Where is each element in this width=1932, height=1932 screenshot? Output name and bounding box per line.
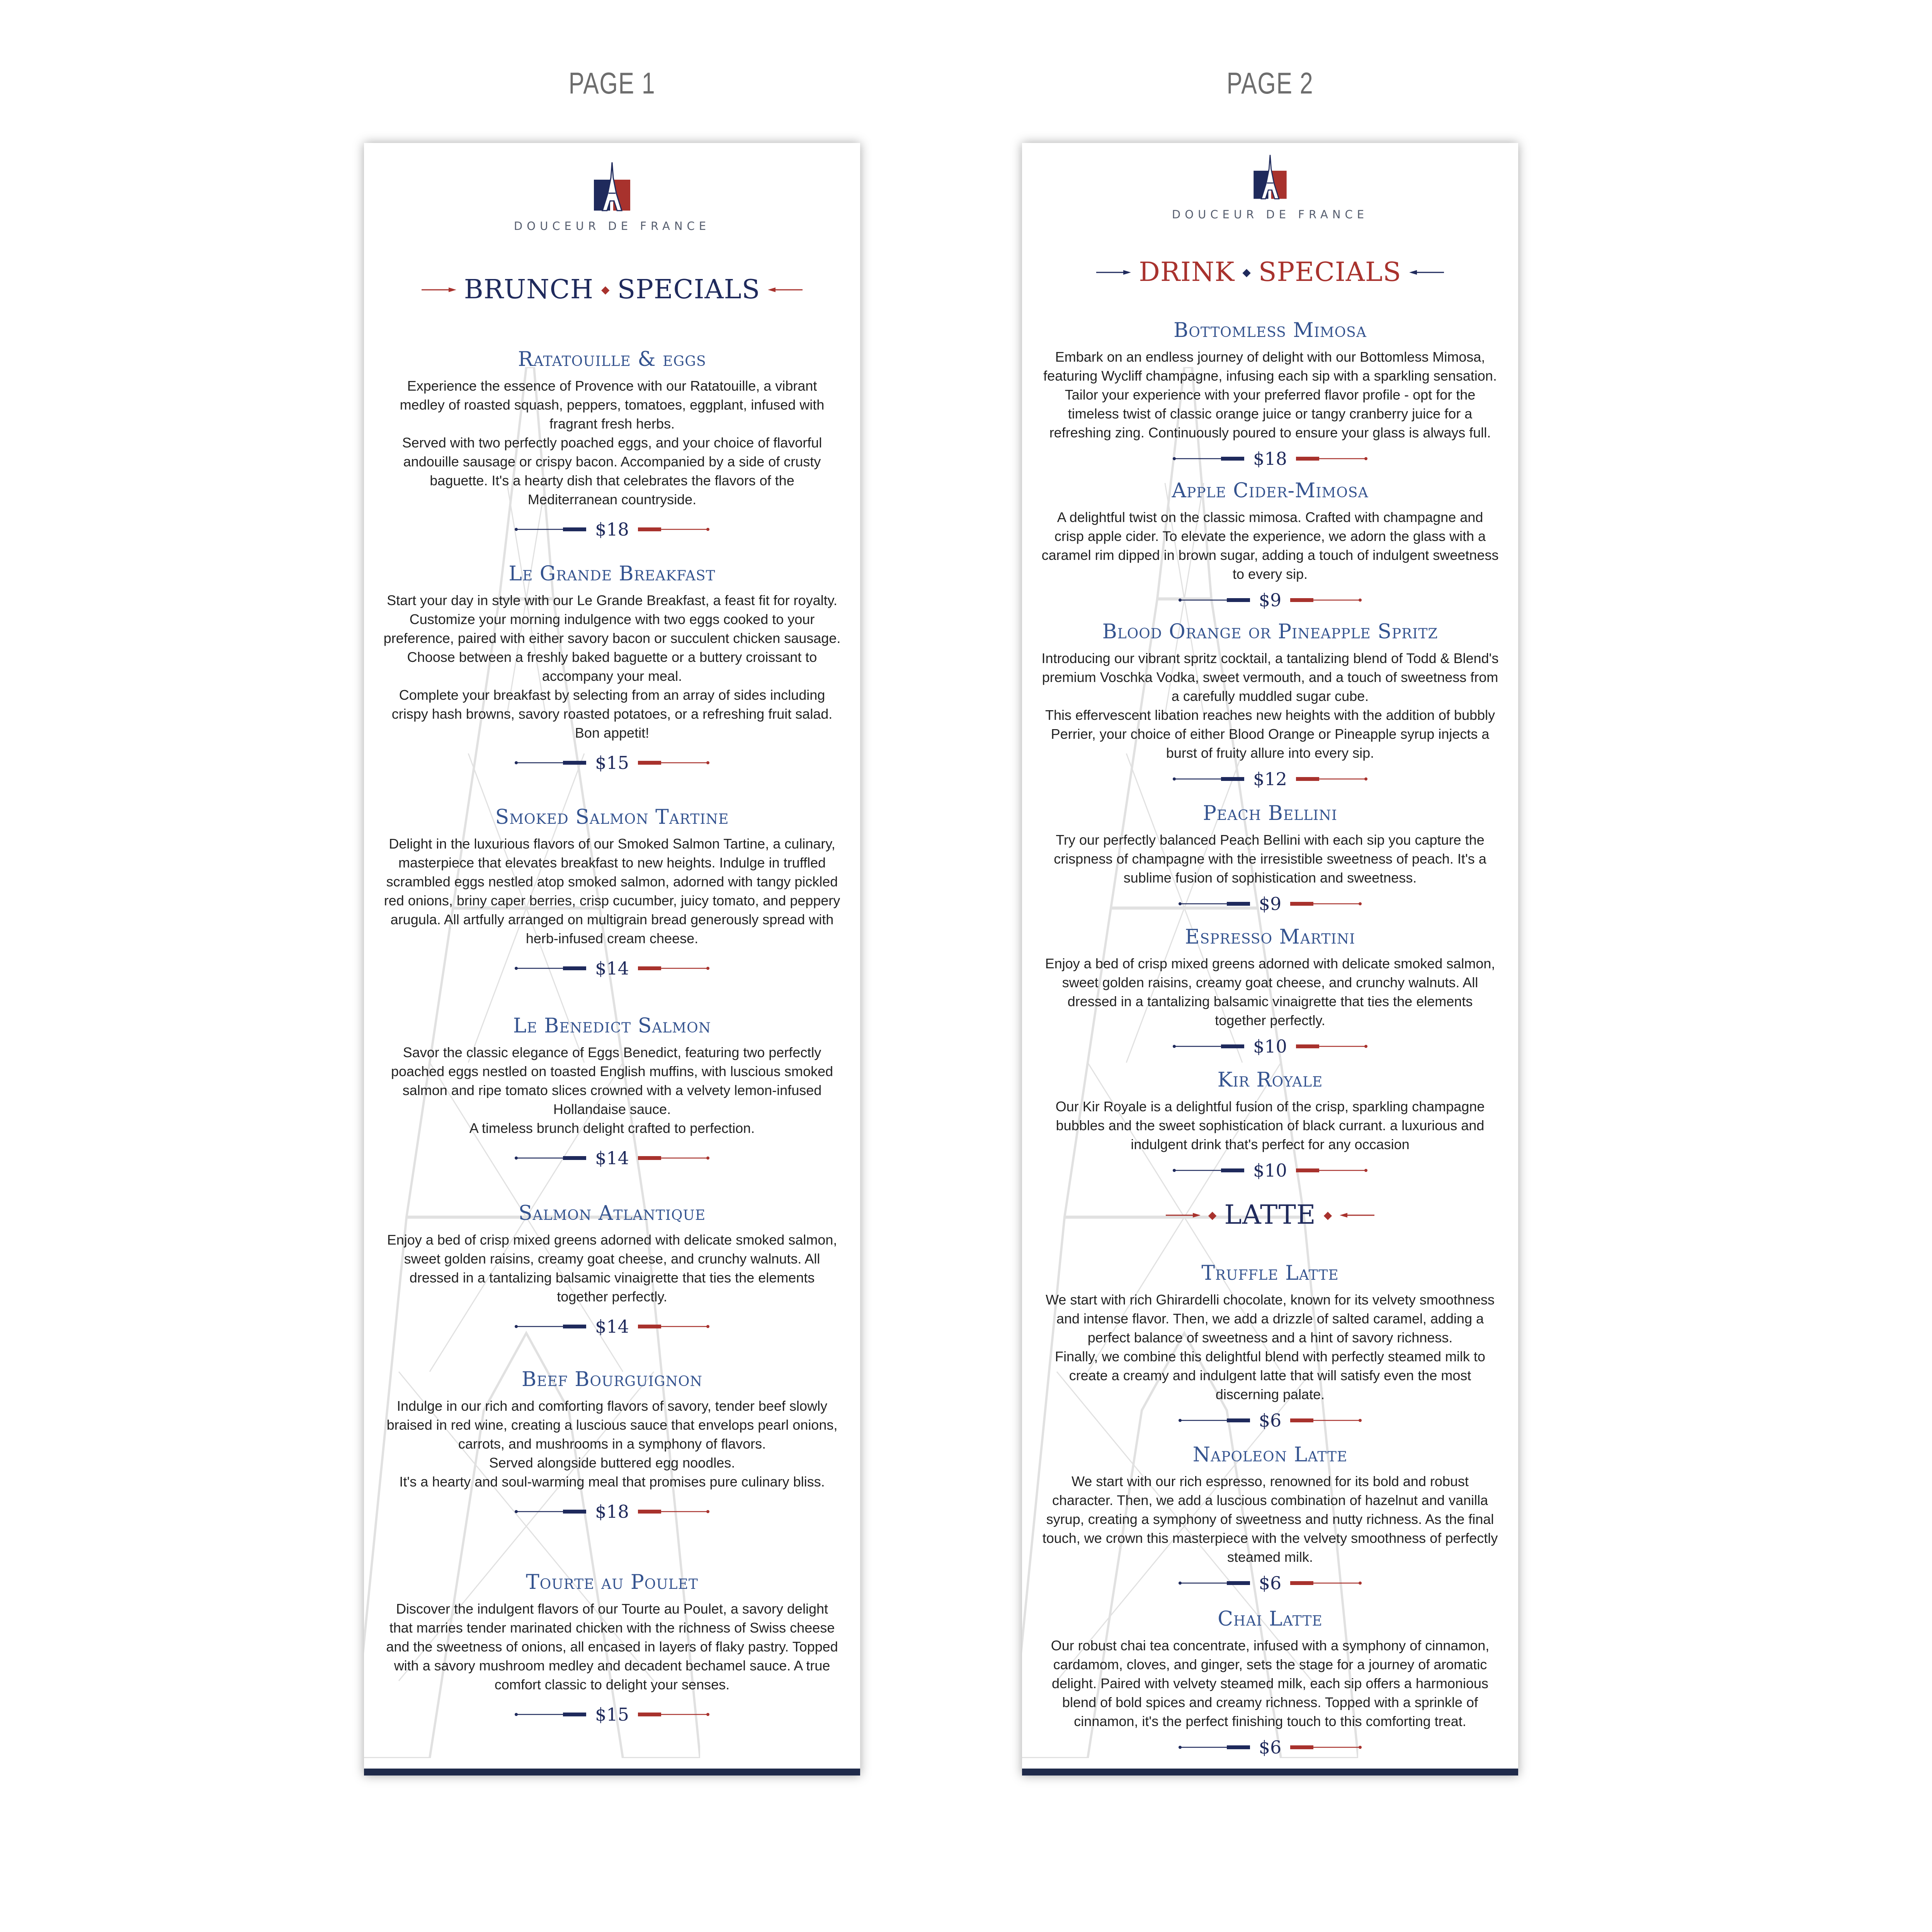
price-bar-left-icon — [1179, 597, 1252, 603]
price-bar-left-icon — [1173, 1168, 1246, 1173]
item-price: $6 — [1259, 1410, 1282, 1431]
section-title-right: SPECIALS — [617, 274, 760, 305]
menu-item — [1041, 1607, 1499, 1758]
price-row — [383, 752, 841, 773]
section-title-left: DRINK — [1139, 257, 1235, 287]
price-bar-right-icon — [1294, 1168, 1367, 1173]
item-title: Apple Cider-Mimosa — [1172, 479, 1369, 502]
price-row — [1041, 893, 1499, 914]
item-description: Introducing our vibrant spritz cocktail, a tantalizing blend of Todd & Blend's premium Voschka Vodka, sweet vermouth, and a touch of sweetness from a carefully muddled sugar cube. This effervescent libation reaches new heights with the addition of bubbly Perrier, your choice of either Blood Orange or Pineapple syrup injects a burst of fruity allure into every sip. — [1041, 650, 1499, 761]
item-title: Peach Bellini — [1203, 802, 1337, 825]
brand-logo — [1022, 155, 1518, 221]
price-bar-left-icon — [1173, 1044, 1246, 1049]
item-title: Beef Bourguignon — [521, 1368, 703, 1391]
item-description: Start your day in style with our Le Grande Breakfast, a feast fit for royalty. Customize your morning indulgence with two eggs cooked to your preference, paired with either savory bacon or succulent chicken sausage. Choose between a freshly baked baguette or a buttery croissant to accompany your meal. Complete your breakfast by selecting from an array of sides including crispy hash browns, savory roasted potatoes, or a refreshing fruit salad. Bon appetit! — [383, 592, 841, 741]
item-price: $14 — [595, 958, 629, 979]
diamond-icon: ◆ — [1323, 1209, 1332, 1221]
item-title: Truffle Latte — [1201, 1262, 1339, 1285]
item-title: Bottomless Mimosa — [1173, 319, 1367, 342]
item-price: $6 — [1259, 1737, 1282, 1758]
item-description: Enjoy a bed of crisp mixed greens adorned with delicate smoked salmon, sweet golden raisins, creamy goat cheese, and crunchy walnuts. All dressed in a tantalizing balsamic vinaigrette that ties the elements together perfectly. — [387, 1232, 837, 1304]
price-bar-left-icon — [515, 1155, 588, 1161]
item-title: Espresso Martini — [1185, 925, 1355, 949]
item-description: Delight in the luxurious flavors of our Smoked Salmon Tartine, a culinary, masterpiece that elevates breakfast to new heights. Indulge in truffled scrambled eggs nestled atop smoked salmon, adorned with tangy pickled red onions, briny caper berries, crisp cucumber, juicy tomato, and peppery arugula. All artfully arranged on multigrain bread generously spread with herb-infused cream cheese. — [384, 836, 840, 946]
item-description: Enjoy a bed of crisp mixed greens adorned with delicate smoked salmon, sweet golden raisins, creamy goat cheese, and crunchy walnuts. All dressed in a tantalizing balsamic vinaigrette that ties the elements together perfectly. — [1045, 956, 1495, 1028]
item-title: Chai Latte — [1218, 1607, 1323, 1631]
price-bar-right-icon — [636, 527, 709, 532]
menu-item — [383, 1571, 841, 1725]
price-bar-left-icon — [1179, 1745, 1252, 1750]
item-price: $14 — [595, 1316, 629, 1337]
section-title-right: SPECIALS — [1258, 257, 1401, 287]
price-bar-right-icon — [1288, 1418, 1362, 1423]
item-title: Kir Royale — [1217, 1068, 1323, 1092]
price-bar-right-icon — [636, 760, 709, 765]
brunch-section-title — [364, 274, 860, 305]
menu-item — [1041, 802, 1499, 914]
price-bar-right-icon — [1294, 776, 1367, 782]
menu-item — [383, 1368, 841, 1522]
item-description: We start with our rich espresso, renowned for its bold and robust character. Then, we add a luscious combination of hazelnut and vanilla syrup, creating a symphony of sweetness and nutty richness. As the final touch, we crown this masterpiece with the velvety smoothness of perfectly steamed milk. — [1042, 1473, 1498, 1565]
price-bar-left-icon — [515, 966, 588, 971]
item-description: Embark on an endless journey of delight with our Bottomless Mimosa, featuring Wycliff champagne, infusing each sip with a sparkling sensation. Tailor your experience with your preferred flavor profile - opt for the timeless twist of classic orange juice or tangy cranberry juice for a refreshing zing. Continuously poured to ensure your glass is always full. — [1043, 349, 1497, 440]
price-row — [1041, 1160, 1499, 1181]
menu-item — [383, 348, 841, 540]
price-bar-left-icon — [515, 1509, 588, 1514]
eiffel-logo-icon — [1251, 155, 1289, 201]
item-price: $12 — [1253, 769, 1287, 789]
price-bar-left-icon — [515, 527, 588, 532]
page2-label: PAGE 2 — [1226, 66, 1314, 100]
arrow-left-icon — [422, 287, 456, 293]
arrow-right-icon — [768, 287, 803, 293]
price-bar-right-icon — [636, 1324, 709, 1329]
menu-item — [383, 1202, 841, 1337]
price-row — [1041, 769, 1499, 789]
item-price: $14 — [595, 1148, 629, 1168]
diamond-icon: ◆ — [1242, 266, 1251, 279]
price-row — [1041, 1410, 1499, 1431]
item-price: $10 — [1253, 1036, 1287, 1057]
price-bar-left-icon — [1173, 456, 1246, 461]
menu-item — [1041, 925, 1499, 1057]
item-price: $18 — [595, 519, 629, 540]
menu-item — [383, 1014, 841, 1168]
price-row — [1041, 590, 1499, 611]
item-description: We start with rich Ghirardelli chocolate, known for its velvety smoothness and intense flavor. Then, we add a drizzle of salted caramel, adding a perfect balance of sweetness and a hint of savory richness. Finally, we combine this delightful blend with perfectly steamed milk to create a creamy and indulgent latte that will satisfy even the most discerning palate. — [1046, 1292, 1495, 1402]
menu-page-1 — [364, 143, 860, 1776]
price-row — [1041, 1737, 1499, 1758]
price-row — [383, 958, 841, 979]
item-price: $15 — [595, 752, 629, 773]
section-title-left: BRUNCH — [464, 274, 594, 305]
price-row — [383, 1501, 841, 1522]
menu-item — [1041, 1443, 1499, 1594]
arrow-right-icon — [1340, 1212, 1374, 1218]
arrow-left-icon — [1096, 269, 1131, 276]
arrow-right-icon — [1409, 269, 1444, 276]
menu-item — [1041, 1262, 1499, 1431]
price-bar-right-icon — [1288, 1745, 1362, 1750]
price-bar-right-icon — [636, 966, 709, 971]
price-row — [1041, 448, 1499, 469]
item-price: $18 — [595, 1501, 629, 1522]
price-bar-right-icon — [1288, 597, 1362, 603]
price-bar-left-icon — [515, 1324, 588, 1329]
item-title: Blood Orange or Pineapple Spritz — [1102, 620, 1438, 643]
menu-item — [1041, 319, 1499, 469]
item-description: Indulge in our rich and comforting flavors of savory, tender beef slowly braised in red wine, creating a luscious sauce that envelops pearl onions, carrots, and mushrooms in a symphony of flavors. Served alongside buttered egg noodles. It's a hearty and soul-warming meal that promises pure culinary bliss. — [386, 1398, 838, 1490]
price-row — [1041, 1036, 1499, 1057]
item-price: $10 — [1253, 1160, 1287, 1181]
diamond-icon: ◆ — [1208, 1209, 1217, 1221]
menu-page-2 — [1022, 143, 1518, 1776]
price-row — [1041, 1573, 1499, 1594]
brand-name: DOUCEUR DE FRANCE — [514, 219, 711, 233]
menu-item — [1041, 620, 1499, 789]
price-bar-left-icon — [1179, 1580, 1252, 1586]
eiffel-logo-icon — [591, 162, 633, 213]
item-description: Our robust chai tea concentrate, infused with a symphony of cinnamon, cardamom, cloves, and ginger, sets the stage for a journey of aromatic delight. Paired with velvety steamed milk, each sip offers a harmonious blend of bold spices and creamy richness. Topped with a sprinkle of cinnamon, it's the perfect finishing touch to this comforting treat. — [1051, 1638, 1490, 1729]
item-title: Napoleon Latte — [1192, 1443, 1348, 1466]
item-title: Smoked Salmon Tartine — [495, 806, 729, 829]
item-description: Try our perfectly balanced Peach Bellini with each sip you capture the crispness of champagne with the irresistible sweetness of peach. It's a sublime fusion of sophistication and sweetness. — [1054, 832, 1486, 886]
item-price: $18 — [1253, 448, 1287, 469]
price-bar-right-icon — [636, 1712, 709, 1717]
price-bar-right-icon — [1294, 1044, 1367, 1049]
diamond-icon: ◆ — [601, 283, 610, 296]
item-title: Salmon Atlantique — [518, 1202, 706, 1225]
price-bar-left-icon — [1173, 776, 1246, 782]
item-description: Our Kir Royale is a delightful fusion of the crisp, sparkling champagne bubbles and the sweet sophistication of black currant. a luxurious and indulgent drink that's perfect for any occasion — [1055, 1099, 1485, 1152]
item-description: Savor the classic elegance of Eggs Benedict, featuring two perfectly poached eggs nestled on toasted English muffins, with luscious smoked salmon and ripe tomato slices crowned with a velvety lemon-infused Hollandaise sauce. A timeless brunch delight crafted to perfection. — [391, 1044, 833, 1136]
brand-logo — [364, 162, 860, 233]
latte-section-title — [1022, 1200, 1518, 1230]
price-bar-right-icon — [636, 1509, 709, 1514]
page1-label: PAGE 1 — [568, 66, 656, 100]
price-row — [383, 519, 841, 540]
item-title: Le Benedict Salmon — [513, 1014, 711, 1037]
price-bar-right-icon — [1288, 901, 1362, 906]
price-bar-left-icon — [1179, 1418, 1252, 1423]
section-title: LATTE — [1224, 1200, 1316, 1230]
price-row — [383, 1148, 841, 1168]
menu-item — [383, 562, 841, 773]
item-description: Experience the essence of Provence with our Ratatouille, a vibrant medley of roasted squash, peppers, tomatoes, eggplant, infused with fragrant fresh herbs. Served with two perfectly poached eggs, and your choice of flavorful andouille sausage or crispy bacon. Accompanied by a side of crusty baguette. It's a hearty dish that celebrates the flavors of the Mediterranean countryside. — [400, 378, 825, 507]
price-bar-right-icon — [1288, 1580, 1362, 1586]
price-bar-right-icon — [636, 1155, 709, 1161]
menu-item — [383, 806, 841, 979]
menu-item — [1041, 1068, 1499, 1181]
price-row — [383, 1704, 841, 1725]
price-bar-left-icon — [515, 760, 588, 765]
drinks-section-title — [1022, 257, 1518, 287]
item-description: Discover the indulgent flavors of our Tourte au Poulet, a savory delight that marries tender marinated chicken with the richness of Swiss cheese and the sweetness of onions, all encased in layers of flaky pastry. Topped with a savory mushroom medley and decadent bechamel sauce. A true comfort classic to delight your senses. — [386, 1601, 838, 1692]
arrow-left-icon — [1166, 1212, 1201, 1218]
item-description: A delightful twist on the classic mimosa. Crafted with champagne and crisp apple cider. To elevate the experience, we adorn the glass with a caramel rim dipped in brown sugar, adding a touch of indulgent sweetness to every sip. — [1041, 509, 1499, 582]
price-row — [383, 1316, 841, 1337]
item-title: Tourte au Poulet — [526, 1571, 698, 1594]
price-bar-left-icon — [515, 1712, 588, 1717]
item-price: $6 — [1259, 1573, 1282, 1594]
brand-name: DOUCEUR DE FRANCE — [1172, 208, 1369, 221]
price-bar-left-icon — [1179, 901, 1252, 906]
price-bar-right-icon — [1294, 456, 1367, 461]
item-price: $9 — [1259, 893, 1282, 914]
item-price: $9 — [1259, 590, 1282, 611]
menu-item — [1041, 479, 1499, 611]
item-price: $15 — [595, 1704, 629, 1725]
item-title: Ratatouille & eggs — [518, 348, 706, 371]
item-title: Le Grande Breakfast — [509, 562, 716, 585]
